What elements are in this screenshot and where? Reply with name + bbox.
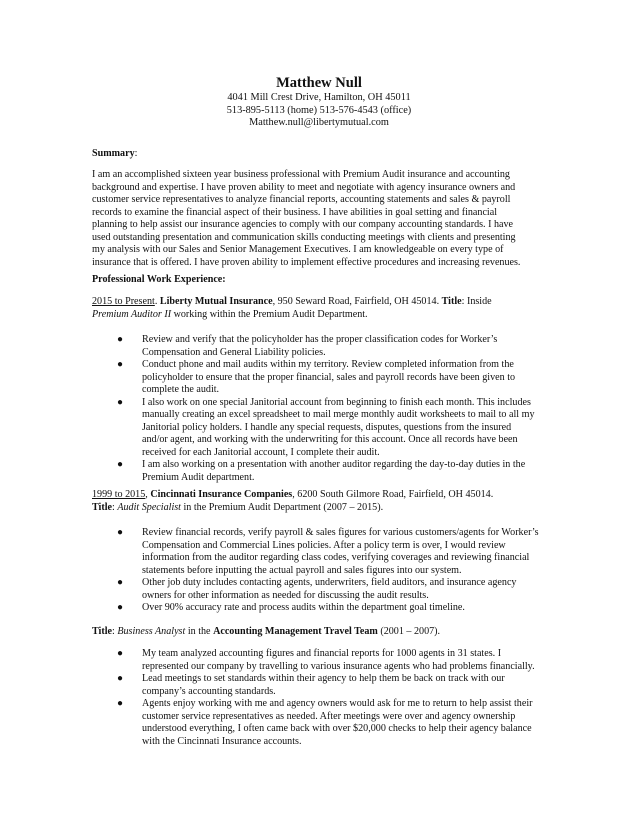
job1-company: Liberty Mutual Insurance — [159, 296, 273, 307]
bullet-icon: ● — [117, 359, 124, 370]
bullet-line: with the Cincinnati Insurance accounts. — [142, 735, 302, 747]
list-item — [92, 459, 544, 484]
job2-title-colon: : — [112, 501, 118, 513]
job2-heading — [92, 489, 547, 514]
bullet-line: statements before inputting the actual payroll and sales figures into our system. — [142, 564, 462, 576]
bullet-line: My team analyzed accounting figures and financial reports for 1000 agents in 31 states. I — [142, 648, 502, 659]
job1-sep: . — [154, 296, 160, 307]
bullet-line: Review financial records, verify payroll & sales figures for various customers/agents for Worker’s — [142, 527, 539, 538]
job2-address: , 6200 South Gilmore Road, Fairfield, OH 45014. — [292, 489, 494, 500]
bullet-line: Over 90% accuracy rate and process audits within the department goal timeline. — [142, 602, 465, 613]
job2-role: Audit Specialist — [117, 501, 181, 513]
list-item — [92, 698, 544, 748]
bullet-line: Conduct phone and mail audits within my territory. Review completed information from the — [142, 359, 514, 370]
bullet-line: understood everything, I often came back with over $20,000 checks to help their agency balance — [142, 723, 532, 734]
job1-role: Premium Auditor II — [92, 308, 172, 320]
list-item — [92, 673, 544, 698]
bullet-icon: ● — [117, 396, 124, 408]
list-item — [92, 527, 544, 577]
bullet-icon: ● — [117, 698, 124, 709]
summary-line: used outstanding presentation and communication skills conducting meetings with clients and presenting — [92, 231, 516, 243]
bullet-line: Compensation and General Liability policies. — [142, 346, 326, 358]
bullet-line: manually creating an excel spreadsheet to mail merge monthly audit worksheets to mail to all my — [142, 409, 535, 420]
bullet-icon: ● — [117, 459, 124, 470]
bullet-line: received for each Janitorial account, I complete their audit. — [142, 446, 380, 458]
summary-title: Summary — [92, 148, 135, 159]
bullet-icon: ● — [117, 648, 124, 659]
summary-colon: : — [134, 148, 138, 159]
resume-header — [0, 74, 638, 130]
email-line: Matthew.null@libertymutual.com — [249, 117, 389, 129]
job1-dates: 2015 to Present — [92, 296, 155, 307]
bullet-line: represented our company by travelling to various insurance agents who had problems financially. — [142, 660, 535, 672]
bullet-line: Janitorial policy holders. I handle any special requests, disputes, questions from the insured — [142, 421, 512, 433]
job2-role-tail: in the Premium Audit Department (2007 – 2015). — [180, 501, 384, 513]
bullet-line: policyholder to ensure that the proper financial, sales and payroll records have been given to — [142, 371, 516, 383]
bullet-line: customer service representatives as needed. After meetings were over and agency ownership — [142, 710, 516, 722]
list-item — [92, 334, 544, 359]
job3-role: Business Analyst — [117, 626, 186, 637]
job2-title-label: Title — [92, 501, 113, 513]
bullet-line: information from the auditor regarding class codes, verifying coverages and reviewing financial — [142, 552, 530, 563]
job3-heading — [92, 626, 547, 639]
bullet-line: complete the audit. — [142, 384, 220, 395]
job1-bullets — [92, 334, 544, 484]
bullet-line: and/or agent, and working with the underwriting for this account. Once all records have been — [142, 434, 518, 445]
bullet-icon: ● — [117, 527, 124, 538]
bullet-line: Lead meetings to set standards within their agency to help them be back on track with our — [142, 673, 505, 684]
job3-tail: (2001 – 2007). — [377, 626, 441, 637]
summary-line: background and expertise. I have proven ability to meet and negotiate with agency insurance owners and — [92, 181, 516, 193]
job2-sep: , — [145, 489, 151, 500]
bullet-line: Other job duty includes contacting agents, underwriters, field auditors, and insurance agency — [142, 577, 517, 588]
experience-heading: Professional Work Experience: — [92, 274, 226, 285]
job1-title-label: Title — [441, 296, 462, 307]
list-item — [92, 397, 544, 460]
job3-team: Accounting Management Travel Team — [213, 626, 378, 637]
job3-title-colon: : — [112, 626, 118, 637]
job3-mid: in the — [185, 626, 214, 637]
job1-heading — [92, 296, 547, 321]
summary-paragraph — [92, 169, 544, 269]
job2-bullets — [92, 527, 544, 615]
job1-address: , 950 Seward Road, Fairfield, OH 45014. — [272, 296, 442, 307]
bullet-line: I am also working on a presentation with another auditor regarding the day-to-day duties in the — [142, 459, 526, 470]
summary-line: insurance that is offered. I have proven ability to implement effective procedures and increasing revenues. — [92, 256, 521, 268]
job2-line1 — [92, 489, 547, 502]
job1-line2 — [92, 309, 547, 322]
job2-company: Cincinnati Insurance Companies — [150, 489, 293, 500]
list-item — [92, 648, 544, 673]
list-item — [92, 602, 544, 615]
job3-title-label: Title — [92, 626, 113, 637]
phone-line: 513-895-5113 (home) 513-576-4543 (office) — [226, 104, 412, 116]
summary-line: planning to help assist our insurance agencies to comply with our company accounting standards. I have — [92, 219, 514, 230]
bullet-icon: ● — [117, 602, 124, 613]
bullet-icon: ● — [117, 577, 124, 588]
bullet-icon: ● — [117, 334, 124, 345]
summary-line: my analysis with our Sales and Senior Management Executives. I am knowledgeable on every type of — [92, 244, 504, 255]
bullet-line: owners for other information as needed for discussing the audit results. — [142, 589, 429, 601]
summary-heading — [92, 148, 544, 161]
bullet-line: company’s accounting standards. — [142, 685, 276, 697]
job1-line1 — [92, 296, 547, 309]
list-item — [92, 359, 544, 397]
applicant-name: Matthew Null — [276, 75, 362, 91]
address-line: 4041 Mill Crest Drive, Hamilton, OH 45011 — [227, 92, 411, 103]
job3-bullets — [92, 648, 544, 748]
job1-role-tail: working within the Premium Audit Department. — [171, 308, 368, 320]
summary-line: I am an accomplished sixteen year business professional with Premium Audit insurance and accounting — [92, 169, 510, 180]
bullet-line: Agents enjoy working with me and agency owners would ask for me to return to help assist their — [142, 698, 533, 709]
job1-title-colon: : Inside — [461, 296, 492, 307]
job2-dates: 1999 to 2015 — [92, 489, 146, 500]
job2-line2 — [92, 502, 547, 515]
bullet-line: Review and verify that the policyholder has the proper classification codes for Worker’s — [142, 334, 498, 345]
summary-line: records to examine the financial aspect of their business. I have abilities in goal setting and financial — [92, 206, 498, 218]
list-item — [92, 577, 544, 602]
summary-line: customer service representatives to analyze financial reports, accounting statements and sales & payroll — [92, 194, 511, 205]
bullet-icon: ● — [117, 673, 124, 684]
bullet-line: I also work on one special Janitorial account from beginning to finish each month. This includes — [142, 396, 531, 408]
bullet-line: Premium Audit department. — [142, 471, 255, 483]
bullet-line: Compensation and Commercial Lines policies. After a policy term is over, I would review — [142, 539, 506, 551]
job3-line1 — [92, 626, 547, 639]
